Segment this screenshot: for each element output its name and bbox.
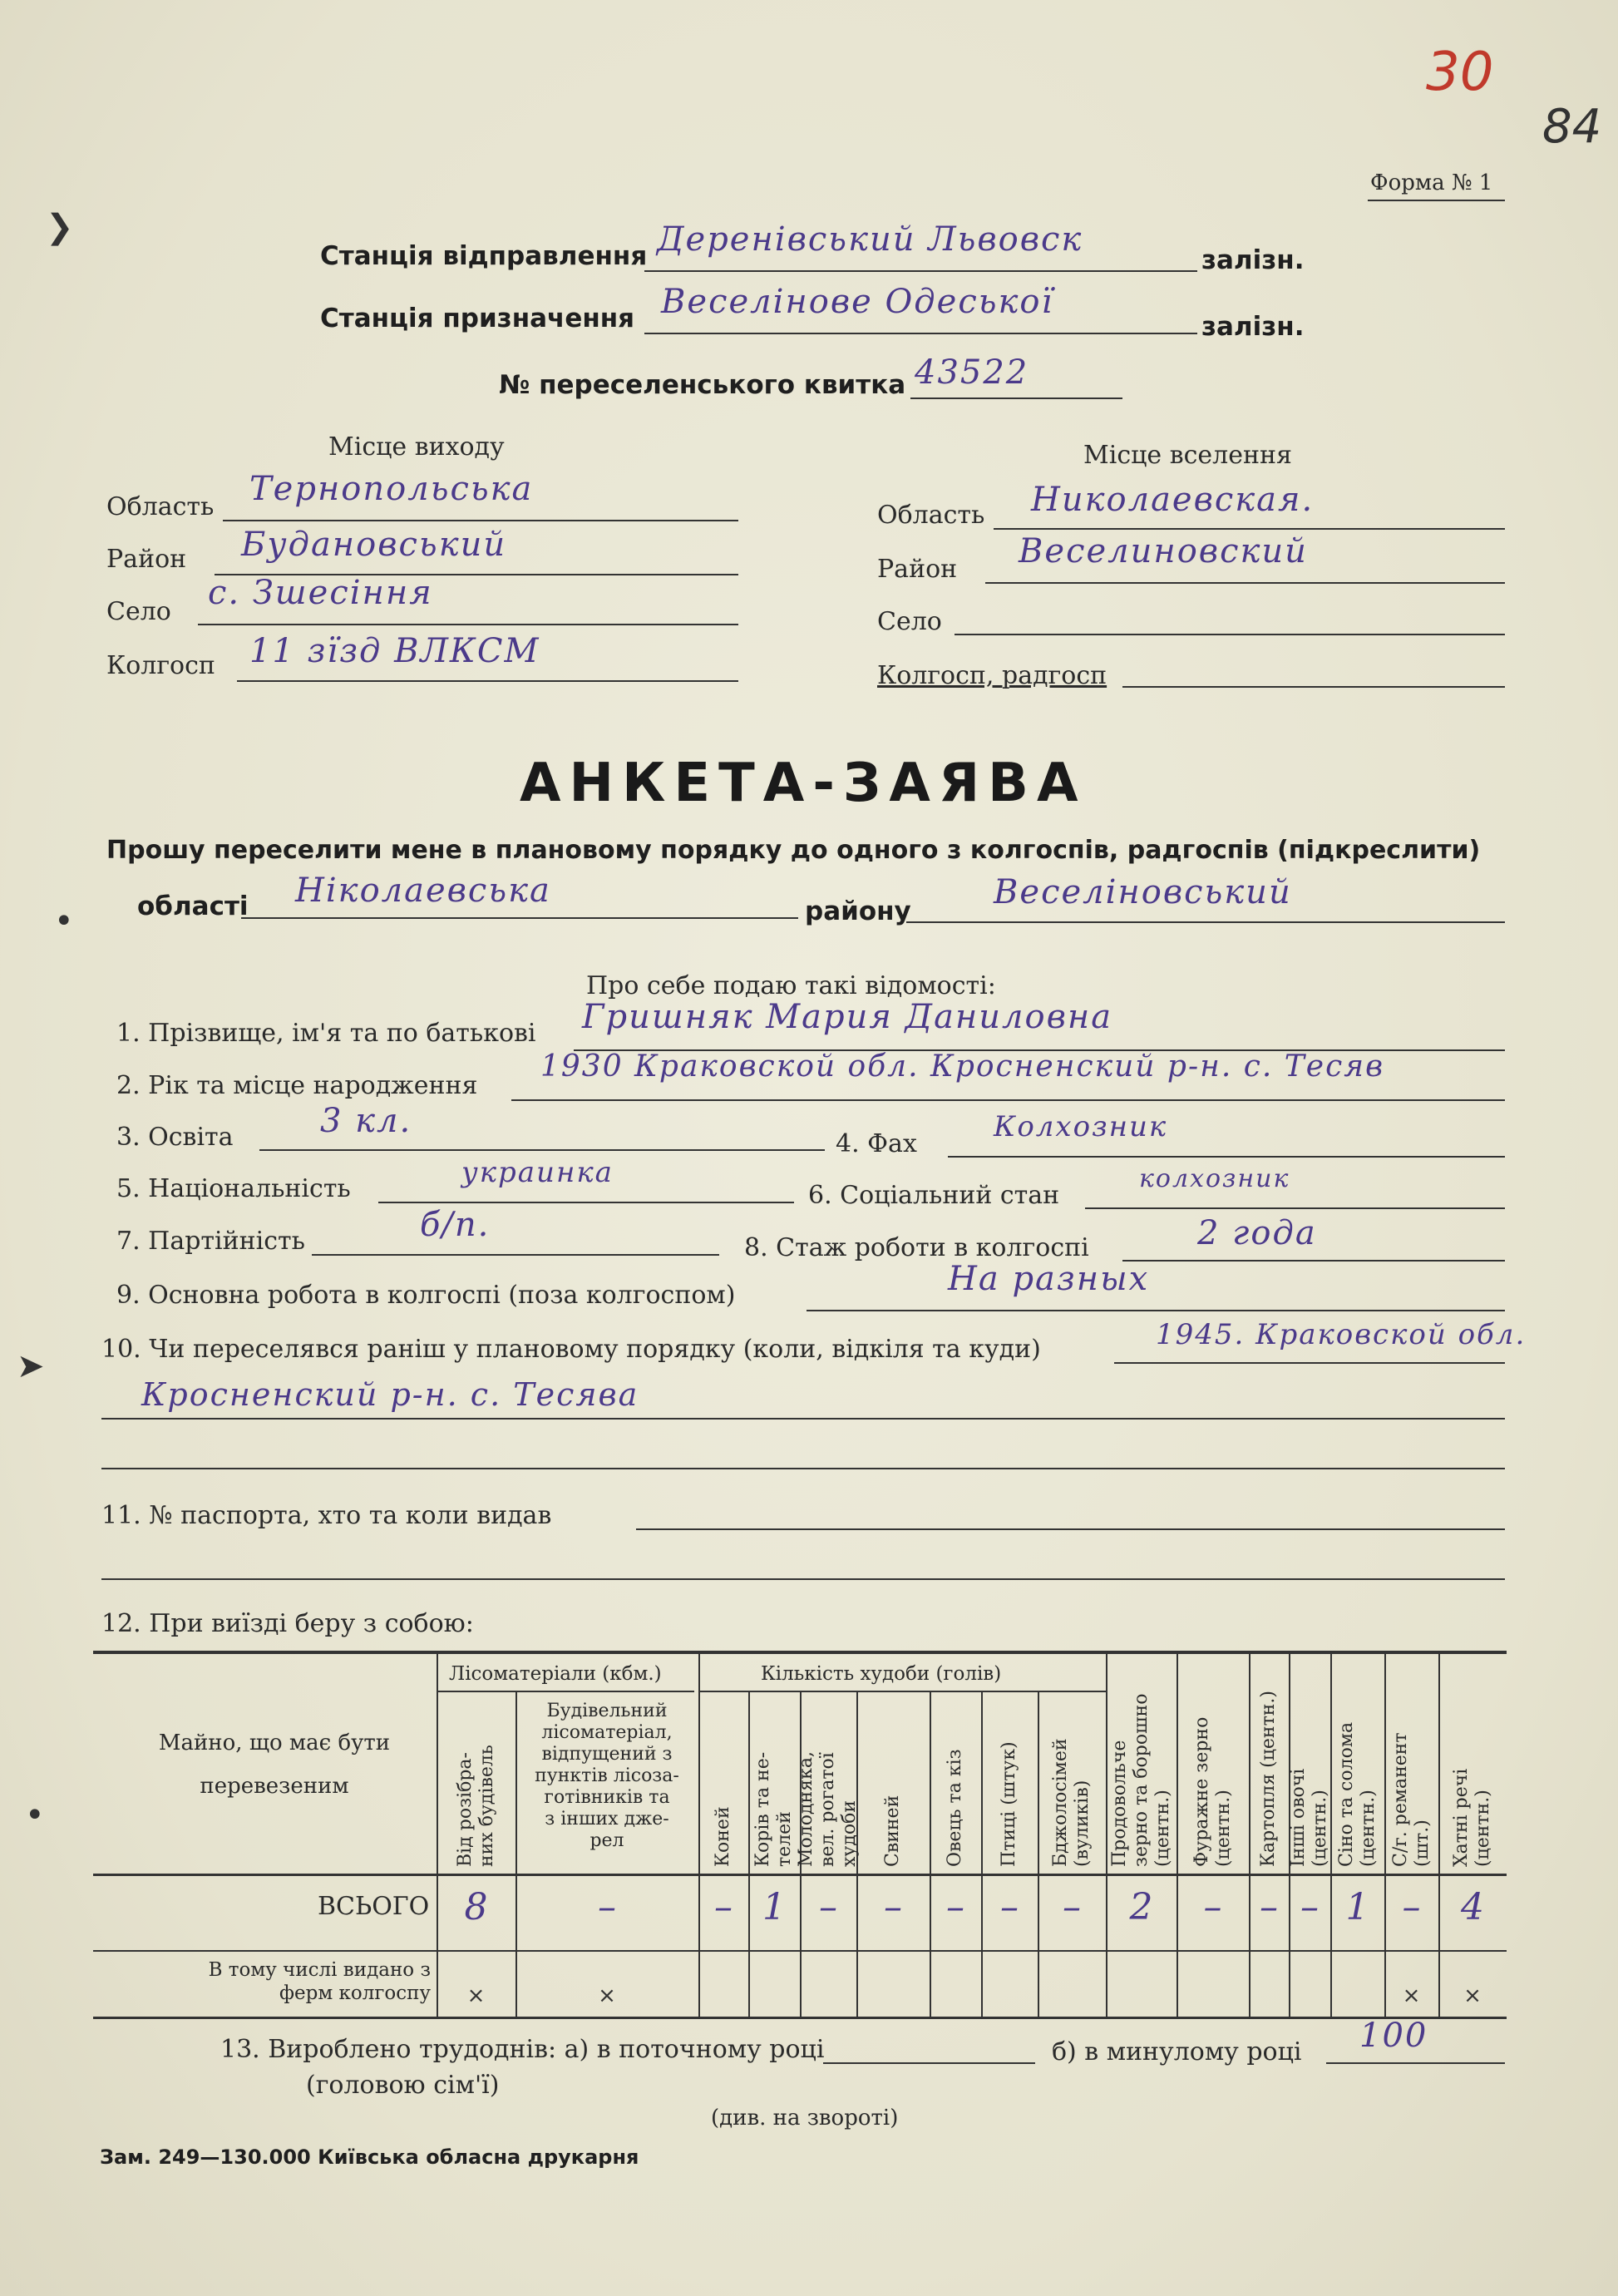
- row-total-cell: –: [884, 1886, 902, 1928]
- form-number: Форма № 1: [1370, 170, 1493, 195]
- ticket-value: 43522: [915, 353, 1029, 392]
- field-9-label: 9. Основна робота в колгоспі (поза колгоспом): [116, 1281, 736, 1310]
- field-10-line: [1114, 1362, 1505, 1364]
- binder-mark: ❯: [46, 208, 74, 246]
- printer-imprint: Зам. 249—130.000 Київська обласна друкарня: [100, 2145, 639, 2169]
- row-farm-cell: ×: [598, 1983, 616, 2008]
- table-column-divider: [930, 1692, 931, 2017]
- table-column-divider: [748, 1692, 750, 2017]
- dest-heading: Місце вселення: [1083, 441, 1292, 470]
- table-column-header: Картопля (центн.): [1258, 1691, 1279, 1867]
- origin-oblast-value: Тернопольська: [249, 470, 534, 508]
- table-column-divider: [981, 1692, 983, 2017]
- origin-raion-value: Будановський: [241, 526, 507, 564]
- table-column-header: Коней: [713, 1806, 733, 1867]
- archive-number-dark: 84: [1542, 100, 1602, 154]
- destination-label: Станція призначення: [320, 304, 635, 333]
- row-total-cell: –: [714, 1886, 733, 1928]
- table-column-header: Молодняка, вел. рогатої худоби: [796, 1751, 860, 1867]
- dest-raion-line: [985, 582, 1505, 584]
- row-farm-cell: ×: [1402, 1983, 1421, 2008]
- dest-selo-line: [955, 634, 1505, 635]
- table-column-header: С/г. реманент (шт.): [1389, 1732, 1433, 1867]
- field-10-value-2: Кросненский р-н. с. Тесява: [141, 1376, 639, 1413]
- table-column-divider: [1038, 1692, 1039, 2017]
- table-column-header: Від розібра- них будівель: [454, 1745, 497, 1867]
- see-reverse-note: (див. на звороті): [711, 2106, 899, 2131]
- row-total-cell: –: [1063, 1886, 1081, 1928]
- field-8-line: [1122, 1260, 1505, 1262]
- request-raion-value: Веселіновський: [994, 873, 1292, 911]
- row-total-cell: –: [1260, 1886, 1278, 1928]
- row-total-cell: 4: [1461, 1886, 1484, 1928]
- workdays-prev-value: 100: [1359, 2017, 1428, 2055]
- row-farm-cell: ×: [466, 1983, 486, 2008]
- workdays-prev-line: [1326, 2062, 1505, 2064]
- binder-mark: •: [25, 1796, 45, 1834]
- field-5-line: [378, 1202, 794, 1203]
- table-column-header: Свиней: [882, 1795, 903, 1867]
- workdays-label: 13. Вироблено трудоднів: а) в поточному році: [220, 2035, 825, 2064]
- field-2-value: 1930 Краковской обл. Кросненский р-н. с. Тесяв: [540, 1049, 1385, 1084]
- railway-suffix-1: залізн.: [1201, 245, 1305, 275]
- row-total-cell: –: [1402, 1886, 1421, 1928]
- dest-raion-value: Веселиновский: [1019, 532, 1308, 570]
- field-10-line-2: [101, 1418, 1505, 1420]
- row-total-cell: 1: [762, 1886, 786, 1928]
- dest-oblast-line: [994, 528, 1505, 530]
- field-4-value: Колхозник: [994, 1110, 1168, 1143]
- table-column-header: Бджолосімей (вуликів): [1050, 1738, 1093, 1867]
- field-1-value: Гришняк Мария Даниловна: [582, 998, 1113, 1036]
- table-column-header: Сіно та солома (центн.): [1335, 1721, 1379, 1867]
- field-12-label: 12. При виїзді беру з собою:: [101, 1609, 474, 1638]
- row-total-cell: 2: [1129, 1886, 1153, 1928]
- field-10-label: 10. Чи переселявся раніш у плановому порядку (коли, відкіля та куди): [101, 1335, 1041, 1364]
- origin-raion-label: Район: [106, 545, 187, 574]
- workdays-sublabel: (головою сім'ї): [306, 2071, 500, 2100]
- request-text: Прошу переселити мене в плановому порядку до одного з колгоспів, радгоспів (підкреслити): [106, 836, 1481, 865]
- field-6-value: колхозник: [1139, 1164, 1290, 1193]
- table-bottom-border: [93, 2017, 1507, 2019]
- table-column-divider: [1438, 1652, 1440, 2017]
- binder-mark: ➤: [17, 1347, 45, 1385]
- timber-group-header: Лісоматеріали (кбм.): [449, 1663, 662, 1685]
- field-1-label: 1. Прізвище, ім'я та по батькові: [116, 1019, 536, 1048]
- field-6-label: 6. Соціальний стан: [808, 1181, 1060, 1210]
- table-column-divider: [515, 1692, 517, 2017]
- table-column-divider: [1384, 1652, 1386, 2017]
- row-total-cell: –: [819, 1886, 837, 1928]
- archive-number-red: 30: [1426, 42, 1494, 103]
- row-total-cell: –: [598, 1886, 616, 1928]
- field-4-label: 4. Фах: [836, 1129, 917, 1158]
- destination-value: Веселінове Одеської: [661, 283, 1054, 321]
- binder-mark: •: [54, 902, 74, 941]
- row-total-cell: –: [1000, 1886, 1019, 1928]
- field-5-value: украинка: [461, 1156, 614, 1189]
- table-column-header: Будівельний лісоматеріал, відпущений з пунктів лісоза- готівників та з інших дже- рел: [535, 1701, 679, 1851]
- field-11-line-2: [101, 1578, 1505, 1580]
- field-3-label: 3. Освіта: [116, 1123, 234, 1152]
- field-10-line-3: [101, 1468, 1505, 1469]
- ticket-line: [910, 397, 1122, 399]
- row-total-cell: 8: [464, 1886, 488, 1928]
- table-column-divider: [437, 1652, 438, 2017]
- field-11-line: [636, 1528, 1505, 1530]
- request-raion-label: району: [805, 896, 911, 926]
- dest-selo-label: Село: [877, 607, 942, 636]
- row-total-cell: –: [1203, 1886, 1222, 1928]
- departure-line: [644, 270, 1197, 272]
- field-8-value: 2 года: [1197, 1214, 1317, 1252]
- row-farm-label: В тому числі видано з ферм колгоспу: [208, 1959, 431, 2004]
- row-total-cell: 1: [1345, 1886, 1369, 1928]
- table-column-divider: [1106, 1652, 1107, 2017]
- workdays-current-line: [823, 2062, 1035, 2064]
- table-column-divider: [1249, 1652, 1250, 2017]
- table-column-header: Хатні речі (центн.): [1451, 1768, 1493, 1867]
- table-column-divider: [1177, 1652, 1178, 2017]
- origin-oblast-label: Область: [106, 492, 215, 521]
- field-9-line: [807, 1310, 1505, 1311]
- field-7-value: б/п.: [420, 1206, 491, 1244]
- origin-kolhosp-line: [237, 680, 738, 682]
- info-intro: Про себе подаю такі відомості:: [586, 971, 996, 1000]
- field-4-line: [948, 1156, 1505, 1158]
- field-5-label: 5. Національність: [116, 1174, 351, 1203]
- ticket-label: № переселенського квитка: [499, 370, 906, 400]
- table-column-header: Продовольче зерно та борошно (центн.): [1108, 1693, 1173, 1867]
- row-farm-cell: ×: [1463, 1983, 1482, 2008]
- destination-line: [644, 333, 1197, 334]
- origin-selo-value: с. Зшесіння: [208, 574, 433, 612]
- railway-suffix-2: залізн.: [1201, 312, 1305, 342]
- departure-label: Станція відправлення: [320, 241, 648, 271]
- field-11-label: 11. № паспорта, хто та коли видав: [101, 1501, 552, 1530]
- table-column-header: Інші овочі (центн.): [1288, 1768, 1330, 1867]
- field-2-label: 2. Рік та місце народження: [116, 1071, 478, 1100]
- table-column-divider: [698, 1652, 700, 2017]
- table-column-header: Овець та кіз: [945, 1749, 965, 1867]
- field-9-value: На разных: [948, 1260, 1150, 1298]
- field-8-label: 8. Стаж роботи в колгоспі: [744, 1233, 1089, 1262]
- field-3-line: [259, 1149, 825, 1151]
- departure-value: Деренівський Львовск: [657, 220, 1083, 259]
- field-6-line: [1085, 1207, 1505, 1209]
- field-7-line: [312, 1254, 719, 1256]
- request-raion-line: [906, 921, 1505, 923]
- request-oblast-label: області: [137, 891, 249, 921]
- dest-kolhosp-line: [1122, 686, 1505, 688]
- dest-raion-label: Район: [877, 555, 958, 584]
- request-oblast-line: [241, 917, 798, 919]
- table-top-border: [93, 1651, 1507, 1654]
- origin-selo-line: [198, 624, 738, 625]
- field-7-label: 7. Партійність: [116, 1227, 305, 1256]
- origin-heading: Місце виходу: [328, 432, 505, 462]
- dest-oblast-value: Николаевская.: [1031, 481, 1315, 519]
- row-total-cell: –: [1300, 1886, 1319, 1928]
- row-total-cell: –: [946, 1886, 964, 1928]
- table-column-header: Корів та не- телей: [752, 1751, 795, 1867]
- form-number-underline: [1368, 200, 1505, 201]
- request-oblast-value: Ніколаевська: [295, 871, 551, 910]
- col-property-header: Майно, що має бути перевезеним: [158, 1731, 391, 1799]
- origin-oblast-line: [223, 520, 738, 521]
- origin-kolhosp-value: 11 зїзд ВЛКСМ: [249, 632, 540, 670]
- workdays-prev-label: б) в минулому році: [1052, 2037, 1302, 2066]
- table-column-header: Фуражне зерно (центн.): [1191, 1716, 1234, 1867]
- origin-selo-label: Село: [106, 597, 171, 626]
- row-total-label: ВСЬОГО: [318, 1892, 430, 1921]
- page-title: АНКЕТА-ЗАЯВА: [520, 753, 1087, 814]
- dest-kolhosp-label: Колгосп, радгосп: [877, 661, 1107, 690]
- table-column-header: Птиці (штук): [999, 1741, 1019, 1867]
- livestock-group-header: Кількість худоби (голів): [761, 1663, 1002, 1685]
- field-10-value: 1945. Краковской обл.: [1156, 1318, 1527, 1351]
- field-2-line: [511, 1099, 1505, 1101]
- field-3-value: 3 кл.: [320, 1102, 412, 1140]
- origin-kolhosp-label: Колгосп: [106, 651, 215, 680]
- dest-oblast-label: Область: [877, 501, 985, 530]
